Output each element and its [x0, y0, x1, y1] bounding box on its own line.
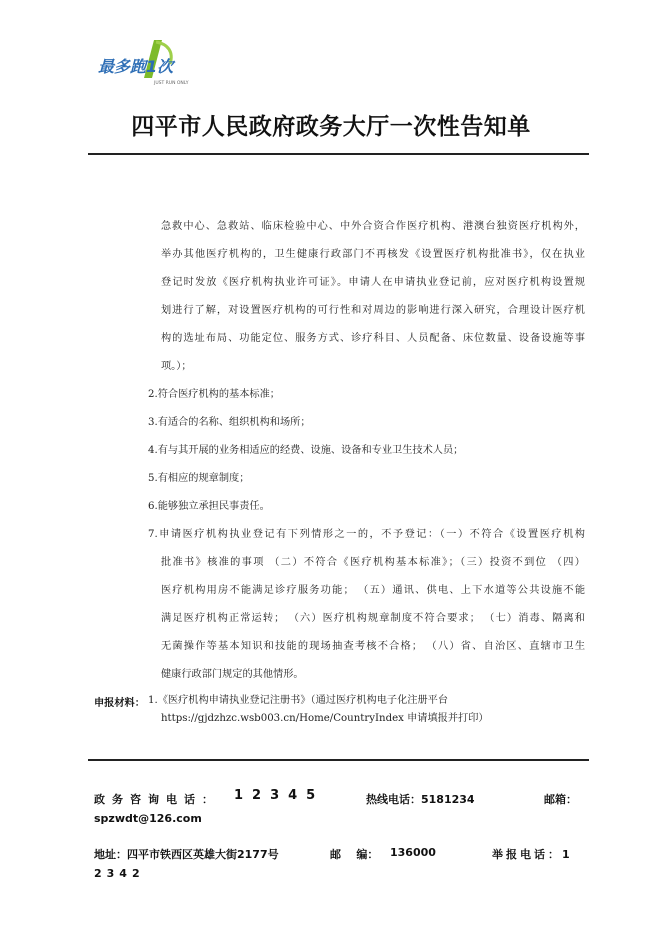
run-once-logo-icon: [96, 38, 198, 88]
requirement-item: 6.能够独立承担民事责任。: [148, 501, 270, 512]
logo-subtext: JUST RUN ONLY: [154, 81, 189, 86]
consult-number: 12345: [234, 788, 325, 803]
title-divider: [88, 153, 589, 155]
body-line: 健康行政部门规定的其他情形。: [161, 669, 304, 680]
email-label: 邮箱：: [544, 793, 577, 806]
requirement-item: 4.有与其开展的业务相适应的经费、设施、设备和专业卫生技术人员；: [148, 445, 464, 456]
address: 地址：四平市铁西区英雄大街2177号: [94, 848, 279, 861]
body-line: 举办其他医疗机构的，卫生健康行政部门不再核发《设置医疗机构批准书》，仅在执业: [161, 249, 585, 260]
body-line: 满足医疗机构正常运转； （六）医疗机构规章制度不符合要求； （七）消毒、隔离和: [161, 613, 585, 624]
consult-label: 政务咨询电话：: [94, 793, 220, 806]
body-line: 医疗机构用房不能满足诊疗服务功能； （五）通讯、供电、上下水道等公共设施不能: [161, 585, 585, 596]
hotline: 热线电话：5181234: [366, 793, 475, 806]
materials-line: 1.《医疗机构申请执业登记注册书》（通过医疗机构电子化注册平台: [148, 695, 449, 706]
footer-divider: [88, 759, 589, 761]
body-line: 划进行了解，对设置医疗机构的可行性和对周边的影响进行深入研究，合理设计医疗机: [161, 305, 585, 316]
materials-url-line: https://gjdzhzc.wsb003.cn/Home/CountryIndex 申请填报并打印）: [161, 713, 489, 724]
postcode-value: 136000: [390, 846, 436, 859]
requirement-item: 3.有适合的名称、组织机构和场所；: [148, 417, 311, 428]
postcode-label: 邮 编：: [330, 848, 379, 861]
body-line: 项。）；: [161, 361, 192, 372]
body-line: 无菌操作等基本知识和技能的现场抽查考核不合格； （八）省、自治区、直辖市卫生: [161, 641, 585, 652]
logo: [96, 38, 198, 88]
body-line: 登记时发放《医疗机构执业许可证》。申请人在申请执业登记前，应对医疗机构设置规: [161, 277, 585, 288]
requirement-item: 5.有相应的规章制度；: [148, 473, 250, 484]
materials-label: 申报材料：: [94, 698, 145, 709]
email-value: spzwdt@126.com: [94, 812, 202, 825]
body-line: 批准书》核准的事项 （二）不符合《医疗机构基本标准》；（三）投资不到位 （四）: [161, 557, 585, 568]
body-line: 急救中心、急救站、临床检验中心、中外合资合作医疗机构、港澳台独资医疗机构外，: [161, 221, 585, 232]
logo-text: 最多跑1次: [98, 57, 174, 76]
report-phone-cont: 2342: [94, 867, 145, 880]
report-phone-label: 举报电话：1: [492, 848, 573, 861]
requirement-item-7: 7.申请医疗机构执业登记有下列情形之一的，不予登记：（一）不符合《设置医疗机构: [148, 529, 585, 540]
requirement-item: 2.符合医疗机构的基本标准；: [148, 389, 280, 400]
body-line: 构的选址布局、功能定位、服务方式、诊疗科目、人员配备、床位数量、设备设施等事: [161, 333, 585, 344]
page-title: 四平市人民政府政务大厅一次性告知单: [131, 114, 531, 140]
